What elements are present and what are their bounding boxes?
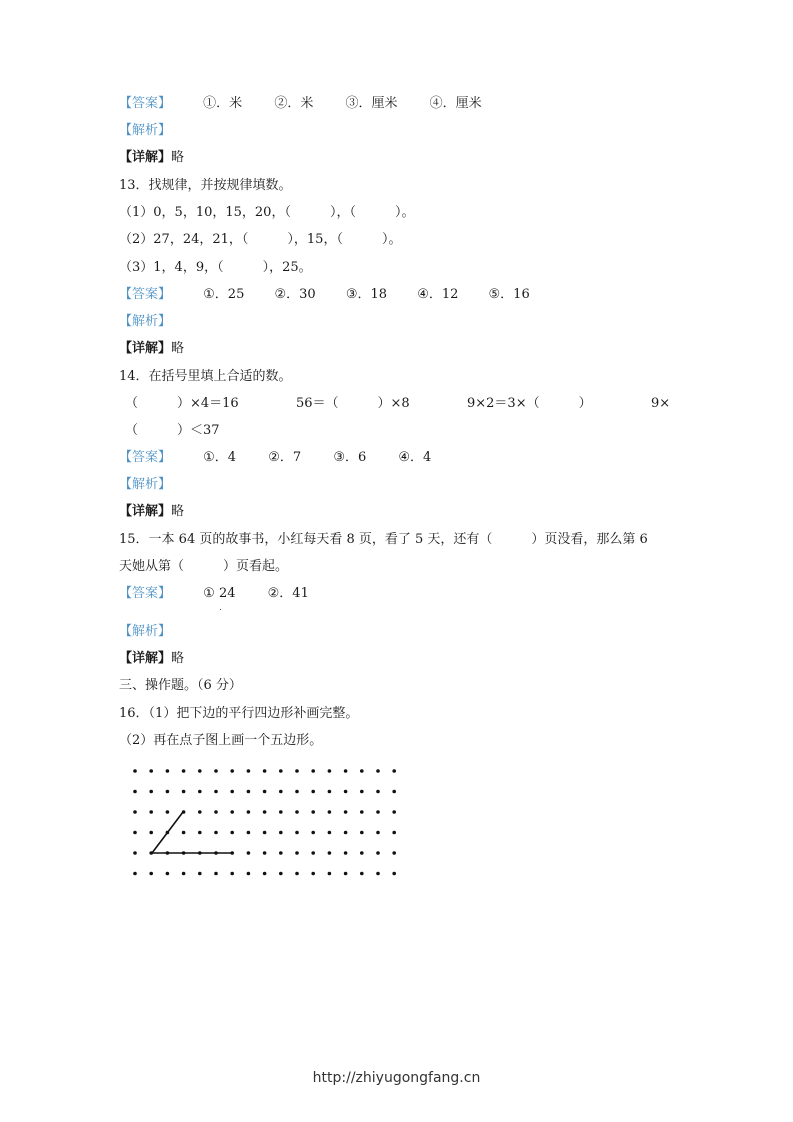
grid-dot — [230, 810, 234, 814]
q13-analysis: 【解析】 — [119, 314, 172, 329]
grid-dot — [230, 790, 234, 794]
grid-dot — [133, 769, 137, 773]
q15-answer-row: 【答案】 ① 24 ②．41 — [119, 586, 309, 601]
grid-dot — [198, 872, 202, 876]
grid-dot — [360, 810, 364, 814]
grid-dot — [295, 769, 299, 773]
q15-line-1: 15．一本 64 页的故事书，小红每天看 8 页，看了 5 天，还有（ ）页没看，那么第 6 — [119, 532, 648, 547]
grid-dot — [149, 790, 153, 794]
grid-dot — [328, 872, 332, 876]
q12-analysis: 【解析】 — [119, 123, 172, 138]
grid-dot — [376, 810, 380, 814]
grid-dot — [149, 769, 153, 773]
grid-dot — [360, 872, 364, 876]
q15-answer-2: ②．41 — [267, 586, 309, 601]
grid-dot — [198, 790, 202, 794]
grid-dot — [198, 769, 202, 773]
grid-dot — [279, 790, 283, 794]
grid-dot — [311, 769, 315, 773]
grid-dot — [295, 810, 299, 814]
grid-dot — [149, 831, 153, 835]
grid-dot — [295, 831, 299, 835]
grid-dot — [263, 851, 267, 855]
grid-dot — [279, 872, 283, 876]
q15-answer-1: ① 24 — [203, 586, 236, 601]
q14-answer-4: ④．4 — [398, 450, 432, 465]
q13-line-3: （3）1，4，9，（ ），25。 — [119, 260, 312, 275]
grid-dot — [311, 810, 315, 814]
grid-dot — [311, 872, 315, 876]
q14-item-2: 56＝（ ）×8 — [296, 396, 410, 411]
grid-dot — [198, 810, 202, 814]
q12-detail: 【详解】略 — [119, 150, 185, 165]
grid-dot — [263, 872, 267, 876]
answer-label: 【答案】 — [119, 96, 172, 111]
grid-dot — [263, 831, 267, 835]
grid-dot — [344, 769, 348, 773]
grid-dot — [376, 831, 380, 835]
grid-dot — [214, 831, 218, 835]
grid-dot — [392, 810, 396, 814]
grid-dot — [360, 851, 364, 855]
grid-dot — [344, 872, 348, 876]
grid-dot — [328, 790, 332, 794]
grid-dot — [166, 872, 170, 876]
q16-line-2: （2）再在点子图上画一个五边形。 — [119, 733, 323, 748]
grid-dot — [133, 790, 137, 794]
grid-dot — [263, 790, 267, 794]
q13-answer-4: ④．12 — [417, 287, 459, 302]
grid-dot — [182, 769, 186, 773]
grid-dot — [376, 769, 380, 773]
q14-analysis: 【解析】 — [119, 477, 172, 492]
grid-dot — [133, 851, 137, 855]
parallelogram-side — [152, 812, 183, 853]
grid-dot — [247, 831, 251, 835]
q13-title: 13．找规律，并按规律填数。 — [119, 178, 292, 193]
grid-dot — [149, 810, 153, 814]
grid-dot — [328, 831, 332, 835]
dot-grid-figure — [125, 762, 405, 880]
grid-dot — [214, 872, 218, 876]
section-3-title: 三、操作题。（6 分） — [119, 678, 242, 693]
q12-answer-row — [119, 95, 482, 113]
grid-dot — [247, 790, 251, 794]
q14-detail: 【详解】略 — [119, 504, 185, 519]
grid-dot — [344, 851, 348, 855]
grid-dot — [311, 790, 315, 794]
q15-analysis: 【解析】 — [119, 624, 172, 639]
q14-item-3: 9×2＝3×（ ） — [467, 396, 592, 411]
grid-dot — [263, 810, 267, 814]
grid-dot — [166, 810, 170, 814]
grid-dot — [376, 851, 380, 855]
q15-detail: 【详解】略 — [119, 651, 185, 666]
q13-answer-2: ②．30 — [274, 287, 316, 302]
grid-dot — [263, 769, 267, 773]
q14-answer-1: ①．4 — [203, 450, 237, 465]
q14-answer-3: ③．6 — [333, 450, 367, 465]
grid-dot — [214, 810, 218, 814]
grid-dot — [133, 872, 137, 876]
grid-dot — [328, 769, 332, 773]
grid-dot — [279, 851, 283, 855]
grid-dot — [360, 831, 364, 835]
q13-answer-5: ⑤．16 — [488, 287, 530, 302]
q12-answer-4: ④．厘米 — [429, 96, 482, 111]
q14-item-4: 9× — [651, 396, 671, 411]
dot-grid — [133, 769, 396, 875]
grid-dot — [311, 831, 315, 835]
q14-line-2: （ ）＜37 — [125, 423, 220, 438]
grid-dot — [247, 851, 251, 855]
grid-dot — [166, 769, 170, 773]
grid-dot — [214, 790, 218, 794]
grid-dot — [311, 851, 315, 855]
q12-answer-3: ③．厘米 — [345, 96, 398, 111]
grid-dot — [392, 851, 396, 855]
grid-dot — [182, 790, 186, 794]
q14-title: 14．在括号里填上合适的数。 — [119, 369, 292, 384]
grid-dot — [279, 831, 283, 835]
grid-dot — [392, 872, 396, 876]
grid-dot — [392, 831, 396, 835]
grid-dot — [344, 810, 348, 814]
grid-dot — [360, 769, 364, 773]
grid-dot — [166, 790, 170, 794]
grid-dot — [247, 769, 251, 773]
q12-answer-1: ①．米 — [203, 96, 243, 111]
grid-dot — [328, 851, 332, 855]
grid-dot — [360, 790, 364, 794]
q13-answer-row: 【答案】 ①．25 ②．30 ③．18 ④．12 ⑤．16 — [119, 287, 530, 302]
q13-detail: 【详解】略 — [119, 341, 185, 356]
grid-dot — [279, 769, 283, 773]
q12-answer-2: ②．米 — [274, 96, 314, 111]
grid-dot — [392, 769, 396, 773]
grid-dot — [214, 769, 218, 773]
stray-dot — [220, 609, 221, 610]
grid-dot — [328, 810, 332, 814]
q14-item-1: （ ）×4＝16 — [125, 396, 239, 411]
grid-dot — [198, 831, 202, 835]
grid-dot — [247, 810, 251, 814]
grid-dot — [230, 769, 234, 773]
grid-dot — [230, 872, 234, 876]
grid-dot — [149, 872, 153, 876]
grid-dot — [133, 810, 137, 814]
grid-dot — [392, 790, 396, 794]
q14-answer-2: ②．7 — [268, 450, 302, 465]
grid-dot — [295, 872, 299, 876]
grid-dot — [247, 872, 251, 876]
q15-line-2: 天她从第（ ）页看起。 — [119, 559, 289, 574]
q14-answer-row: 【答案】 ①．4 ②．7 ③．6 ④．4 — [119, 450, 432, 465]
footer-url: http://zhiyugongfang.cn — [312, 1070, 481, 1086]
grid-dot — [182, 831, 186, 835]
q13-answer-3: ③．18 — [345, 287, 388, 302]
grid-dot — [230, 831, 234, 835]
q13-line-1: （1）0，5，10，15，20，（ ），（ ）。 — [119, 205, 415, 220]
grid-dot — [133, 831, 137, 835]
q16-line-1: 16．（1）把下边的平行四边形补画完整。 — [119, 706, 359, 721]
grid-dot — [295, 790, 299, 794]
grid-dot — [376, 790, 380, 794]
q13-answer-1: ①．25 — [203, 287, 245, 302]
grid-dot — [376, 872, 380, 876]
grid-dot — [279, 810, 283, 814]
grid-dot — [344, 831, 348, 835]
grid-dot — [182, 872, 186, 876]
grid-dot — [344, 790, 348, 794]
q13-line-2: （2）27，24，21，（ ），15，（ ）。 — [119, 232, 402, 247]
grid-dot — [295, 851, 299, 855]
